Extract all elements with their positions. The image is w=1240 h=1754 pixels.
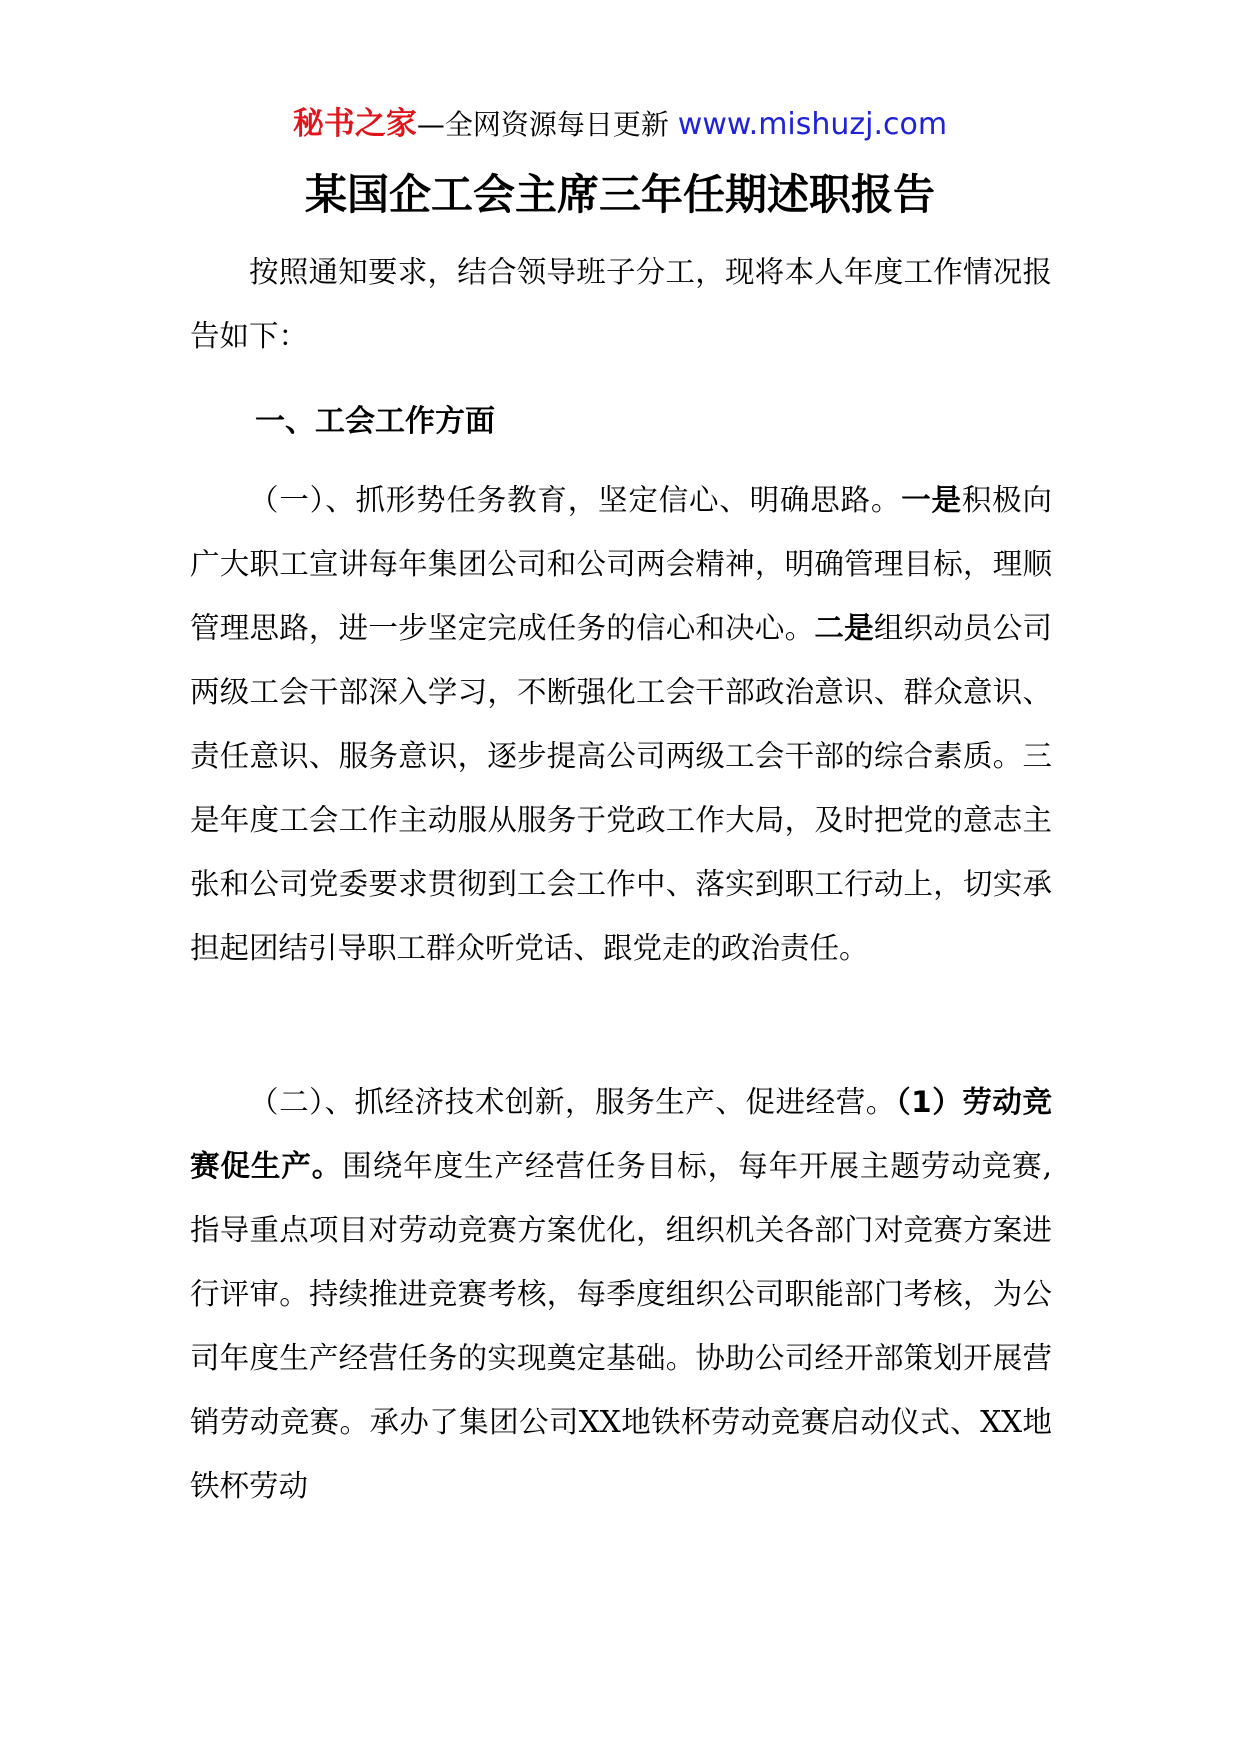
item-1-lead: （一）、抓形势任务教育，坚定信心、明确思路。 xyxy=(249,483,902,517)
item-2-paragraph xyxy=(190,1070,1052,1518)
intro-paragraph: 按照通知要求，结合领导班子分工，现将本人年度工作情况报告如下： xyxy=(190,255,1052,353)
section-heading: 一、工会工作方面 xyxy=(255,404,495,439)
paragraph-item-1 xyxy=(190,468,1052,980)
brand-name: 秘书之家 xyxy=(292,106,417,142)
site-url-link[interactable]: www.mishuzj.com xyxy=(677,107,948,142)
point-1-text: 积极向广大职工宣讲每年集团公司和公司两会精神，明确管理目标，理顺管理思路，进一步坚定完成任务的信心和决心。 xyxy=(190,483,1052,645)
point-2-text: 组织动员公司两级工会干部深入学习，不断强化工会干部政治意识、群众意识、责任意识、服务意识，逐步提高公司两级工会干部的综合素质。三是年度工会工作主动服从服务于党政工作大局，及时把党的意志主张和公司党委要求贯彻到工会工作中、落实到职工行动上，切实承担起团结引导职工群众听党话、跟党走的政治责任。 xyxy=(190,611,1052,965)
site-header xyxy=(0,98,1240,151)
sub-1-label: （1）劳动竞赛促生产。 xyxy=(190,1085,1052,1183)
header-tagline: —全网资源每日更新 xyxy=(416,108,678,141)
item-2-lead: （二）、抓经济技术创新，服务生产、促进经营。 xyxy=(249,1085,896,1119)
intro-block xyxy=(190,240,1052,368)
point-2-label: 二是 xyxy=(814,611,874,645)
document-title: 某国企工会主席三年任期述职报告 xyxy=(304,170,935,219)
paragraph-item-2 xyxy=(190,1070,1052,1518)
item-1-paragraph xyxy=(190,468,1052,980)
point-1-label: 一是 xyxy=(901,483,962,517)
sub-1-text: 围绕年度生产经营任务目标，每年开展主题劳动竞赛,指导重点项目对劳动竞赛方案优化，组织机关各部门对竞赛方案进行评审。持续推进竞赛考核，每季度组织公司职能部门考核，为公司年度生产经营任务的实现奠定基础。协助公司经开部策划开展营销劳动竞赛。承办了集团公司XX地铁杯劳动竞赛启动仪式、XX地铁杯劳动 xyxy=(190,1149,1052,1503)
